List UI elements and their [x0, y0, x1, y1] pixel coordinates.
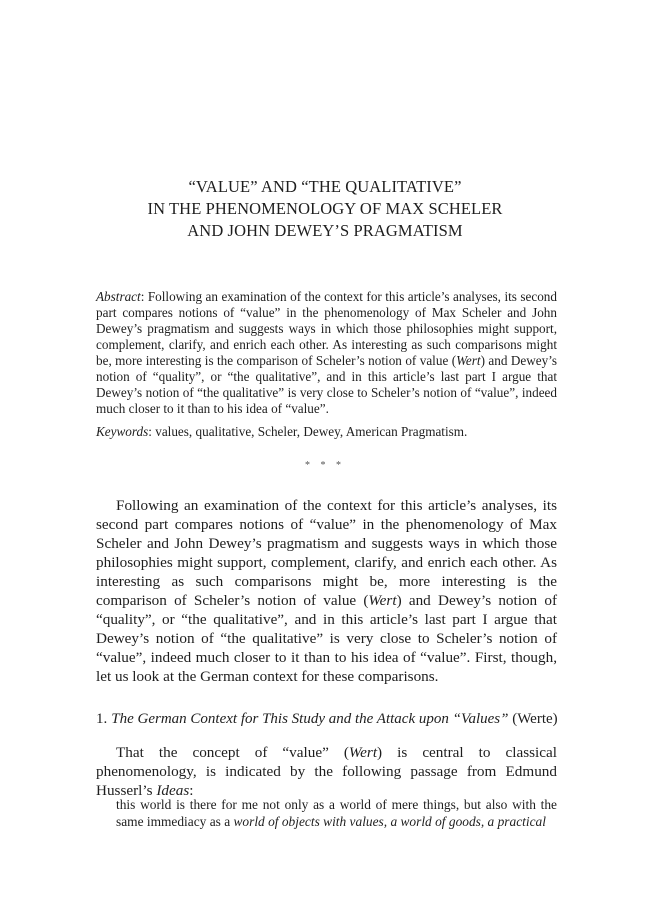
para2-wert: Wert — [348, 744, 378, 761]
title-line-2: IN THE PHENOMENOLOGY OF MAX SCHELER — [147, 199, 503, 218]
para2-text-c: : — [189, 782, 194, 799]
title-line-1: “VALUE” AND “THE QUALITATIVE” — [188, 177, 462, 196]
section-title: The German Context for This Study and the Attack upon “Values” — [111, 711, 509, 727]
section-heading — [96, 710, 566, 729]
intro-text-b: ) and Dewey’s notion of “quality”, or “the qualitative”, and in this article’s last part I argue that Dewey’s notion of “the qualitative” is very close to Scheler’s notion of “value”, indeed much closer to it than to his idea of “value”. First, though, let us look at the German context for these comparisons. — [96, 592, 557, 685]
para2-ideas: Ideas — [156, 782, 190, 799]
intro-text-a: Following an examination of the context for this article’s analyses, its second part compares notions of “value” in the phenomenology of Max Scheler and John Dewey’s pragmatism and suggests ways in which those philosophies might support, complement, clarify, and enrich each other. As interesting as such comparisons might be, more interesting is the comparison of Scheler’s notion of value ( — [96, 497, 557, 609]
body-paragraph — [96, 743, 557, 800]
quote-italic: world of objects with values, a world of goods, a practical — [233, 814, 546, 829]
intro-wert: Wert — [368, 592, 397, 609]
section-separator: * * * — [305, 460, 345, 471]
article-title — [0, 176, 650, 242]
para2-text-b: ) is central to classical phenomenology, is indicated by the following passage from Edmund Husserl’s — [96, 744, 557, 799]
section-number: 1. — [96, 711, 108, 727]
para2-text-a: That the concept of “value” ( — [116, 744, 349, 761]
abstract-label: Abstract — [96, 289, 141, 304]
section-body — [96, 743, 557, 800]
keywords-text: : values, qualitative, Scheler, Dewey, American Pragmatism. — [148, 424, 468, 439]
abstract-wert: Wert — [456, 353, 481, 368]
section-title-tail: (Werte) — [508, 711, 558, 727]
quote-paragraph — [116, 796, 557, 830]
intro-section — [96, 496, 557, 686]
title-line-3: AND JOHN DEWEY’S PRAGMATISM — [187, 221, 463, 240]
abstract-text-b: ) and Dewey’s notion of “quality”, or “the qualitative”, and in this article’s last part I argue that Dewey’s notion of “the qualitative” is very close to Scheler’s notion of “value”, indeed much closer to it than to his idea of “value”. — [96, 353, 557, 416]
keywords-paragraph — [96, 424, 557, 440]
abstract-block — [96, 289, 557, 440]
block-quote — [116, 796, 557, 830]
intro-paragraph — [96, 496, 557, 686]
abstract-text-a: : Following an examination of the context for this article’s analyses, its second part compares notions of “value” in the phenomenology of Max Scheler and John Dewey’s pragmatism and suggests ways in which those philosophies might support, complement, clarify, and enrich each other. As interesting as such comparisons might be, more interesting is the comparison of Scheler’s notion of value ( — [96, 289, 557, 368]
keywords-label: Keywords — [96, 424, 149, 439]
abstract-paragraph — [96, 289, 557, 417]
quote-text-a: this world is there for me not only as a world of mere things, but also with the same immediacy as a — [116, 797, 557, 829]
